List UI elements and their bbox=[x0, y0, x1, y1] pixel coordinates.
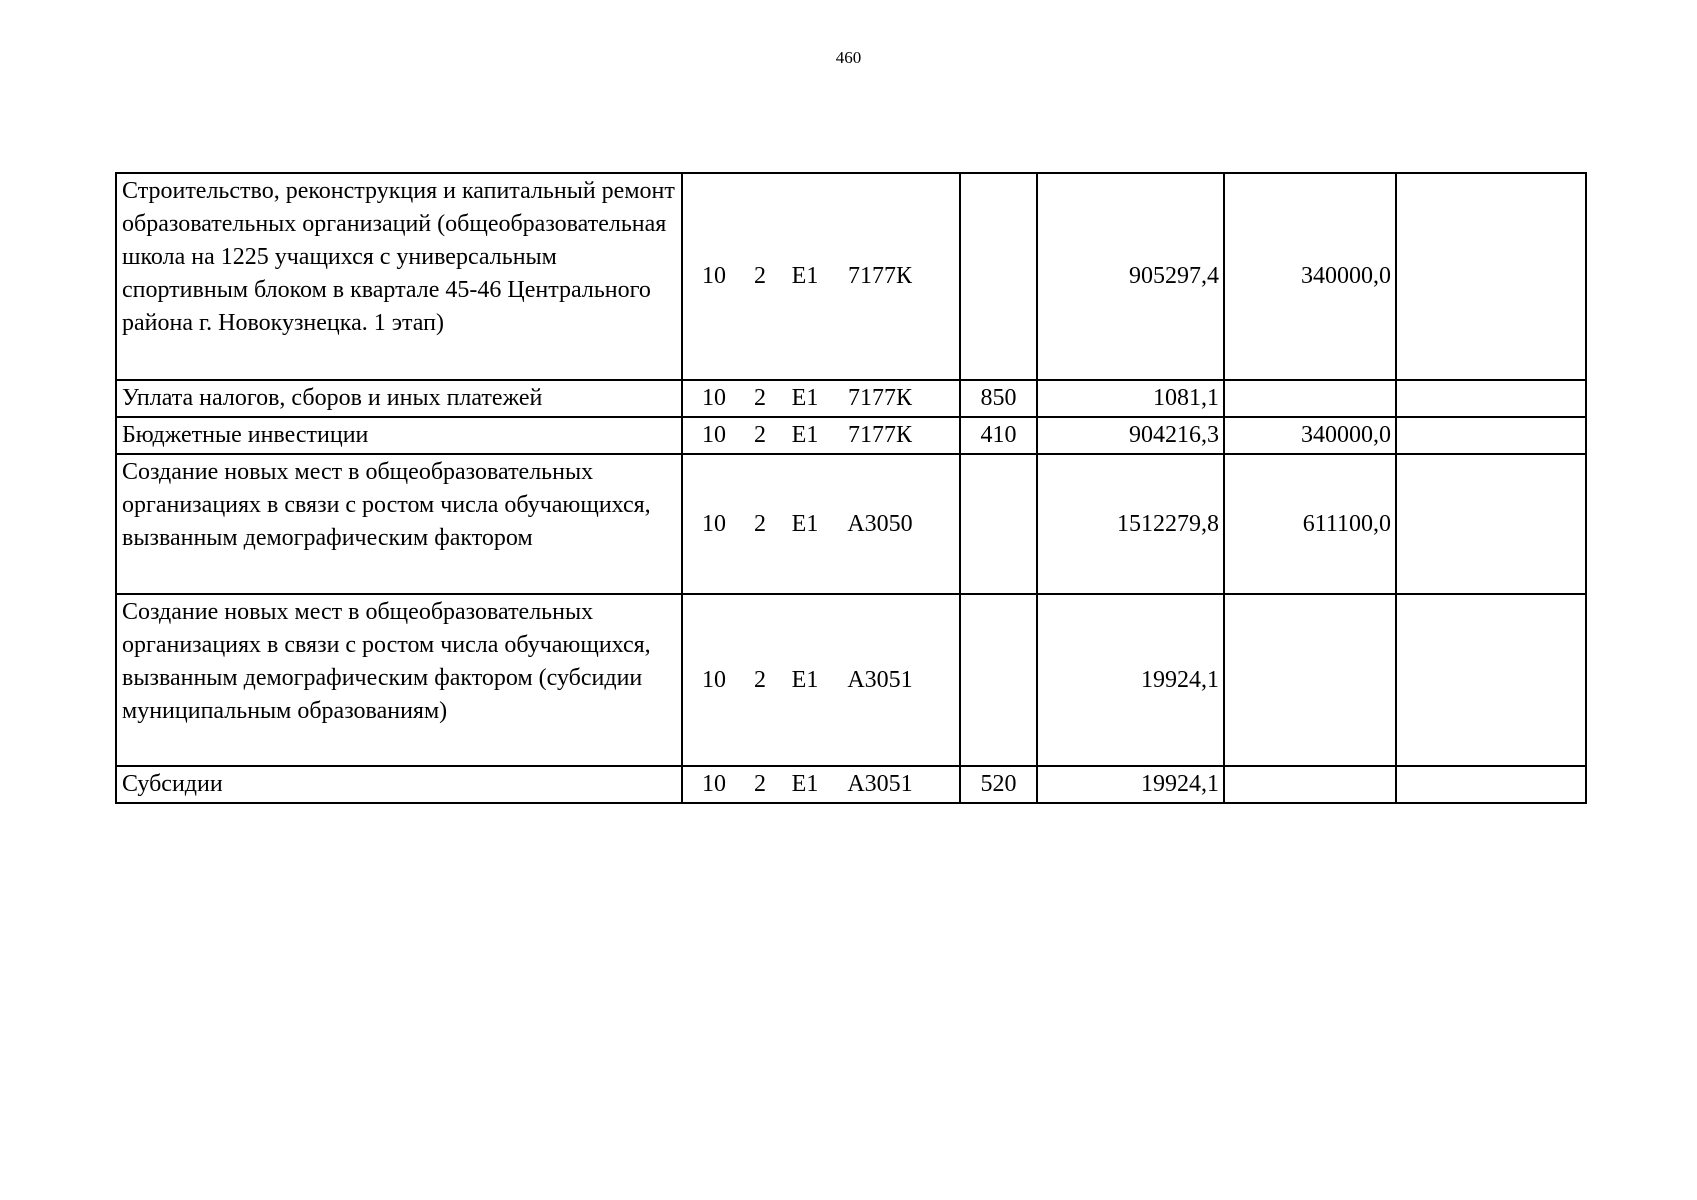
program-code: Е1 bbox=[791, 771, 819, 797]
program-code: Е1 bbox=[791, 263, 819, 289]
amount-2 bbox=[1224, 766, 1396, 803]
amount-2: 611100,0 bbox=[1224, 454, 1396, 594]
section-code: 10 bbox=[702, 666, 726, 693]
row-name: Создание новых мест в общеобразовательных организациях в связи с ростом числа обучающихся, вызванным демографическим фактором (субсидии муниципальным образованиям) bbox=[116, 594, 682, 766]
expense-type-code: 850 bbox=[960, 380, 1037, 417]
row-name: Субсидии bbox=[116, 766, 682, 803]
section-code: 10 bbox=[702, 510, 726, 537]
amount-2: 340000,0 bbox=[1224, 417, 1396, 454]
amount-2: 340000,0 bbox=[1224, 173, 1396, 380]
amount-1: 904216,3 bbox=[1037, 417, 1224, 454]
row-codes bbox=[682, 380, 960, 417]
amount-2 bbox=[1224, 594, 1396, 766]
section-code: 10 bbox=[702, 422, 726, 448]
article-code: А3051 bbox=[847, 666, 913, 693]
amount-3 bbox=[1396, 594, 1586, 766]
section-code: 10 bbox=[702, 385, 726, 411]
row-codes bbox=[682, 766, 960, 803]
article-code: 7177К bbox=[847, 263, 912, 289]
article-code: А3050 bbox=[847, 510, 913, 537]
subsection-code: 2 bbox=[754, 422, 766, 448]
row-codes bbox=[682, 454, 960, 594]
table-row bbox=[116, 380, 1586, 417]
table-row bbox=[116, 417, 1586, 454]
amount-1: 19924,1 bbox=[1037, 594, 1224, 766]
table-row bbox=[116, 594, 1586, 766]
program-code: Е1 bbox=[791, 422, 819, 448]
program-code: Е1 bbox=[791, 510, 819, 537]
article-code: 7177К bbox=[847, 385, 912, 411]
row-codes bbox=[682, 417, 960, 454]
amount-3 bbox=[1396, 173, 1586, 380]
expense-type-code: 410 bbox=[960, 417, 1037, 454]
program-code: Е1 bbox=[791, 385, 819, 411]
amount-1: 905297,4 bbox=[1037, 173, 1224, 380]
amount-1: 1512279,8 bbox=[1037, 454, 1224, 594]
amount-3 bbox=[1396, 380, 1586, 417]
article-code: 7177К bbox=[847, 422, 912, 448]
amount-1: 19924,1 bbox=[1037, 766, 1224, 803]
row-codes bbox=[682, 594, 960, 766]
row-name: Строительство, реконструкция и капитальный ремонт образовательных организаций (общеобразовательная школа на 1225 учащихся с универсальным спортивным блоком в квартале 45-46 Центрального района г. Новокузнецка. 1 этап) bbox=[116, 173, 682, 380]
table-row bbox=[116, 766, 1586, 803]
article-code: А3051 bbox=[847, 771, 913, 797]
program-code: Е1 bbox=[791, 666, 819, 693]
expense-type-code bbox=[960, 594, 1037, 766]
amount-3 bbox=[1396, 454, 1586, 594]
section-code: 10 bbox=[702, 263, 726, 289]
subsection-code: 2 bbox=[754, 385, 766, 411]
amount-3 bbox=[1396, 417, 1586, 454]
row-name: Уплата налогов, сборов и иных платежей bbox=[116, 380, 682, 417]
amount-2 bbox=[1224, 380, 1396, 417]
amount-3 bbox=[1396, 766, 1586, 803]
table-row bbox=[116, 173, 1586, 380]
expense-type-code bbox=[960, 454, 1037, 594]
table-row bbox=[116, 454, 1586, 594]
subsection-code: 2 bbox=[754, 771, 766, 797]
amount-1: 1081,1 bbox=[1037, 380, 1224, 417]
row-name: Бюджетные инвестиции bbox=[116, 417, 682, 454]
section-code: 10 bbox=[702, 771, 726, 797]
expense-type-code bbox=[960, 173, 1037, 380]
budget-table bbox=[115, 172, 1587, 804]
page-number: 460 bbox=[835, 48, 862, 67]
subsection-code: 2 bbox=[754, 263, 766, 289]
subsection-code: 2 bbox=[754, 510, 766, 537]
row-name: Создание новых мест в общеобразовательных организациях в связи с ростом числа обучающихся, вызванным демографическим фактором bbox=[116, 454, 682, 594]
expense-type-code: 520 bbox=[960, 766, 1037, 803]
row-codes bbox=[682, 173, 960, 380]
subsection-code: 2 bbox=[754, 666, 766, 693]
